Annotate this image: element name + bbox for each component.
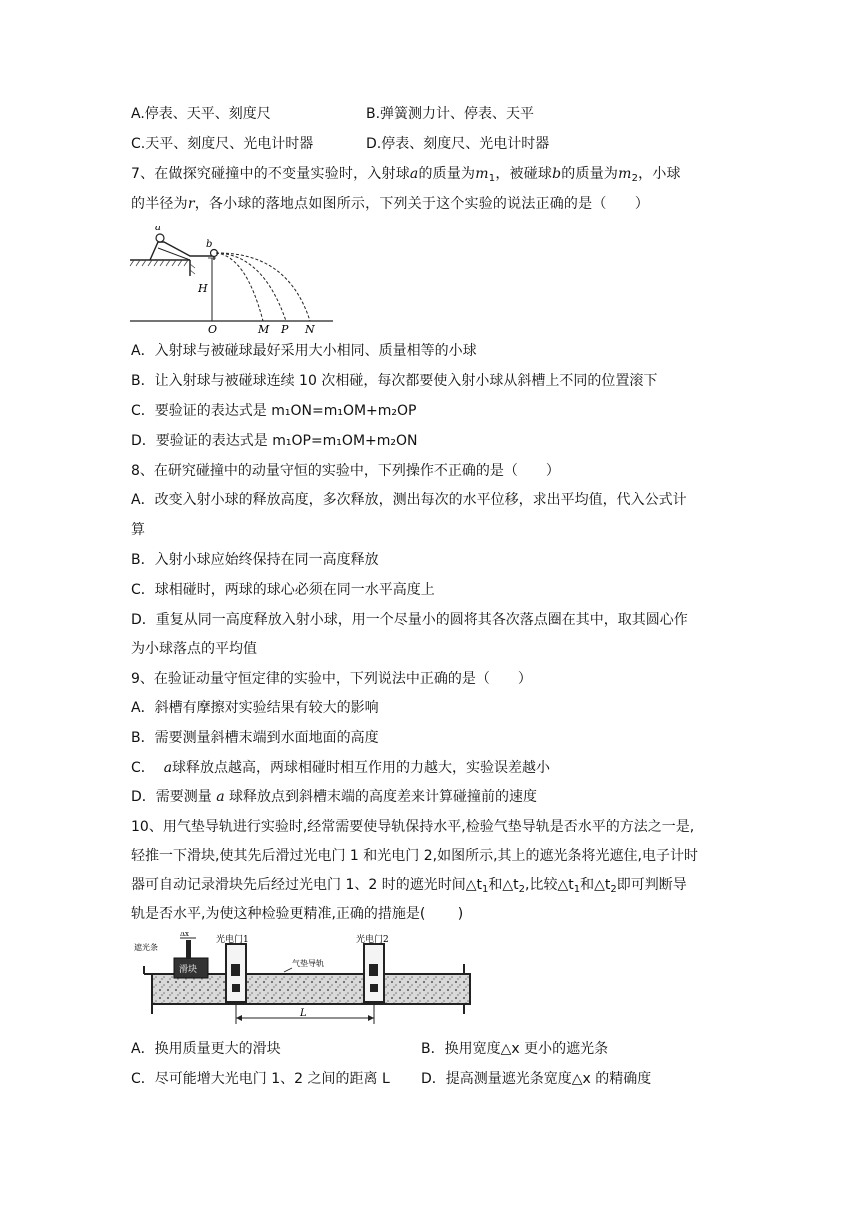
q7-stem-text: 7、在做探究碰撞中的不变量实验时，入射球	[131, 166, 410, 182]
q9-option-c-text: 球释放点越高，两球相碰时相互作用的力越大，实验误差越小	[172, 760, 551, 776]
fig-label-gate2: 光电门2	[356, 935, 389, 945]
q8-option-d-line1: D．重复从同一高度释放入射小球，用一个尽量小的圆将其各次落点圈在其中，取其圆心作	[131, 612, 688, 628]
fig-label-p: P	[281, 323, 289, 334]
q10-option-c: C．尽可能增大光电门 1、2 之间的距离 L	[131, 1071, 390, 1087]
q6-option-a: A.停表、天平、刻度尺	[131, 106, 271, 122]
q8-option-c: C．球相碰时，两球的球心必须在同一水平高度上	[131, 582, 435, 598]
q10-stem-text: ,比较△t	[525, 877, 574, 893]
q7-stem-text: ，被碰球	[495, 166, 553, 182]
fig-label-b: b	[206, 239, 213, 250]
fig-label-shade: 遮光条	[134, 943, 158, 952]
q8-stem: 8、在研究碰撞中的动量守恒的实验中，下列操作不正确的是（ ）	[131, 463, 560, 479]
q10-stem-text: 器可自动记录滑块先后经过光电门 1、2 时的遮光时间△t	[131, 877, 482, 893]
q6-option-c: C.天平、刻度尺、光电计时器	[131, 136, 314, 152]
fig-label-l: L	[300, 1008, 307, 1019]
q10-sub: 1	[481, 884, 489, 895]
fig-label-m: M	[258, 323, 270, 334]
q8-option-b: B．入射小球应始终保持在同一高度释放	[131, 552, 379, 568]
q9-option-d-text: 球释放点到斜槽末端的高度差来计算碰撞前的速度	[229, 789, 538, 805]
q7-option-d: D．要验证的表达式是 m₁OP=m₁OM+m₂ON	[131, 433, 418, 449]
q9-option-c-var: a	[163, 760, 173, 776]
q6-option-d: D.停表、刻度尺、光电计时器	[366, 136, 550, 152]
q10-stem-line-3	[131, 875, 687, 895]
q7-stem-text: ，小球	[638, 166, 681, 182]
q8-option-a-line2: 算	[131, 522, 145, 538]
fig-label-rail: 气垫导轨	[292, 959, 324, 968]
q7-stem-text: 的质量为	[418, 166, 476, 182]
q7-stem-text: ，各小球的落地点如图所示，下列关于这个实验的说法正确的是（ ）	[194, 196, 650, 212]
q7-option-b: B．让入射球与被碰球连续 10 次相碰，每次都要使入射小球从斜槽上不同的位置滚下	[131, 373, 658, 389]
q7-var-a: a	[409, 166, 419, 182]
q7-stem-line-1	[131, 164, 681, 184]
q7-sub-2: 2	[631, 173, 639, 184]
q10-stem-line-4: 轨是否水平,为使这种检验更精准,正确的措施是( )	[131, 906, 464, 922]
q7-collision-figure	[128, 226, 338, 334]
q9-option-c	[131, 758, 550, 778]
q7-sub-1: 1	[488, 173, 496, 184]
q7-stem-text: 的半径为	[131, 196, 188, 212]
fig-label-block: 滑块	[179, 965, 198, 975]
q7-stem-text: 的质量为	[561, 166, 619, 182]
q7-stem-line-2	[131, 194, 649, 214]
q9-option-d-label: D．需要测量	[131, 789, 212, 805]
q10-air-track-figure	[134, 932, 480, 1030]
q9-option-c-label: C．	[131, 760, 155, 776]
q10-option-a: A．换用质量更大的滑块	[131, 1041, 281, 1057]
q7-var-r: r	[187, 196, 195, 212]
fig-label-gate1: 光电门1	[216, 935, 249, 945]
q9-option-a: A．斜槽有摩擦对实验结果有较大的影响	[131, 700, 379, 716]
fig-label-n: N	[305, 323, 315, 334]
q10-sub: 1	[573, 884, 581, 895]
q7-option-a: A．入射球与被碰球最好采用大小相同、质量相等的小球	[131, 343, 477, 359]
q9-option-b: B．需要测量斜槽末端到水面地面的高度	[131, 730, 379, 746]
q7-var-m2: m	[618, 166, 632, 182]
q6-option-b: B.弹簧测力计、停表、天平	[366, 106, 535, 122]
q7-var-m1: m	[475, 166, 489, 182]
q10-stem-line-2: 轻推一下滑块,使其先后滑过光电门 1 和光电门 2,如图所示,其上的遮光条将光遮住,电子计时	[131, 848, 698, 864]
q10-option-b: B．换用宽度△x 更小的遮光条	[421, 1041, 609, 1057]
q10-option-d: D．提高测量遮光条宽度△x 的精确度	[421, 1071, 652, 1087]
fig-label-o: O	[208, 323, 218, 334]
q7-option-c: C．要验证的表达式是 m₁ON=m₁OM+m₂OP	[131, 403, 417, 419]
fig-label-dx: Δx	[180, 932, 190, 938]
q7-var-b: b	[552, 166, 562, 182]
q8-option-a-line1: A．改变入射小球的释放高度，多次释放，测出每次的水平位移，求出平均值，代入公式计	[131, 492, 687, 508]
q10-stem-text: 和△t	[488, 877, 519, 893]
q9-option-d	[131, 787, 537, 807]
q8-option-d-line2: 为小球落点的平均值	[131, 641, 257, 657]
q9-option-d-var: a	[216, 789, 225, 805]
q10-sub: 2	[518, 884, 525, 895]
fig-label-a: a	[155, 226, 161, 233]
q10-stem-text: 即可判断导	[616, 877, 687, 893]
q10-stem-line-1: 10、用气垫导轨进行实验时,经常需要使导轨保持水平,检验气垫导轨是否水平的方法之一是,	[131, 819, 695, 835]
q9-stem: 9、在验证动量守恒定律的实验中，下列说法中正确的是（ ）	[131, 671, 532, 687]
fig-label-h: H	[198, 282, 208, 295]
q10-stem-text: 和△t	[580, 877, 611, 893]
q10-sub: 2	[610, 884, 617, 895]
